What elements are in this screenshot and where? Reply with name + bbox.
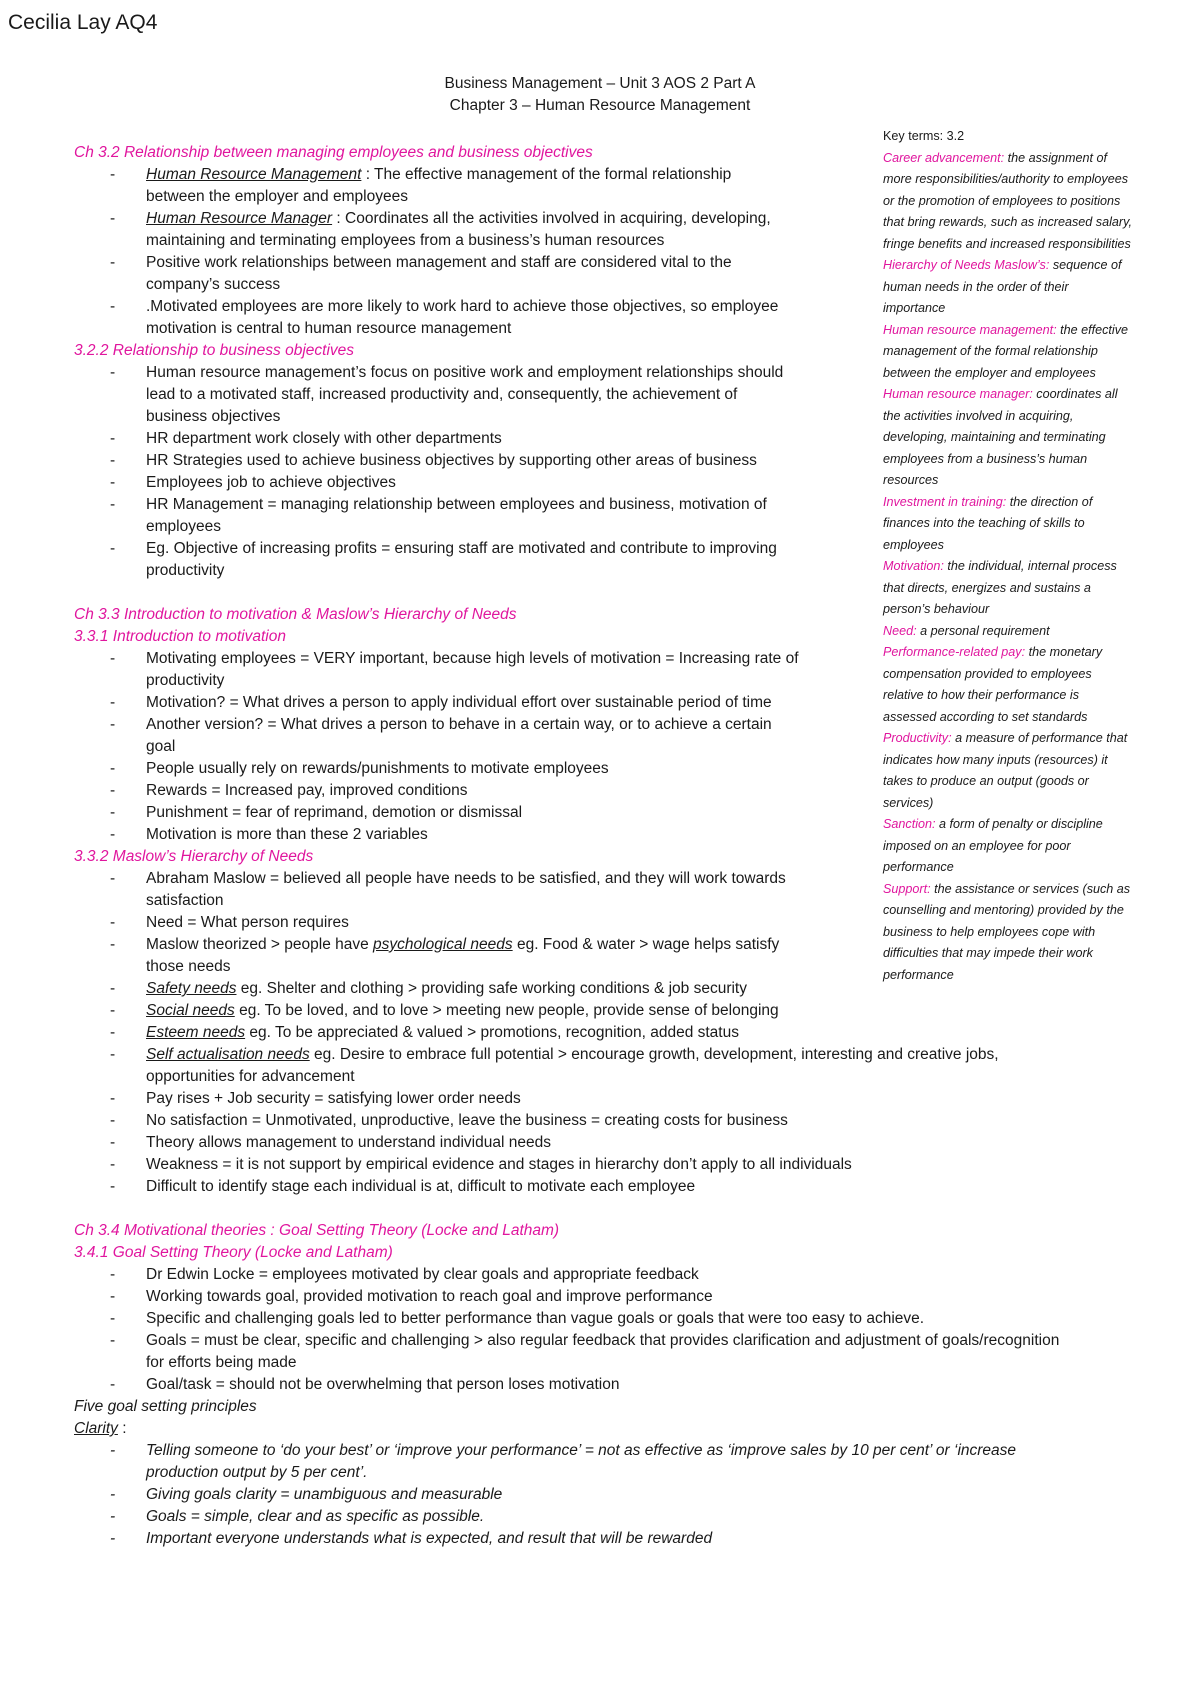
bullet-dash: -	[110, 1046, 116, 1063]
bullet-item: - Human Resource Manager : Coordinates all the activities involved in acquiring, developing,	[110, 210, 771, 227]
key-terms-sidebar	[883, 126, 1188, 986]
underlined-term: Safety needs	[146, 980, 237, 997]
text-line: employees	[146, 518, 221, 535]
key-term: Sanction:	[883, 817, 936, 831]
bullet-dash: -	[110, 1376, 116, 1393]
key-term: Human resource management:	[883, 322, 1057, 337]
bullet-dash: -	[110, 540, 116, 557]
bullet-dash: -	[110, 254, 116, 271]
subsection-heading: 3.2.2 Relationship to business objectives	[74, 342, 355, 359]
key-term: Career advancement:	[883, 150, 1005, 165]
text-line: lead to a motivated staff, increased productivity and, consequently, the achievement of	[146, 386, 738, 403]
key-term-line: indicates how many inputs (resources) it	[883, 752, 1108, 767]
bullet-item: - Punishment = fear of reprimand, demotion or dismissal	[110, 804, 523, 821]
key-term: Need:	[883, 623, 917, 638]
key-term-line: Need: a personal requirement	[883, 623, 1050, 638]
key-term-line: business to help employees cope with	[883, 924, 1096, 939]
bullet-item: - HR department work closely with other departments	[110, 430, 502, 447]
bullet-dash: -	[110, 1508, 116, 1525]
key-term-line: human needs in the order of their	[883, 279, 1069, 294]
bullet-item: - Goals = simple, clear and as specific as possible.	[110, 1508, 485, 1525]
subsection-heading: 3.3.2 Maslow’s Hierarchy of Needs	[74, 848, 314, 865]
underlined-term: Human Resource Management	[146, 166, 362, 183]
key-term-line: Hierarchy of Needs Maslow’s: sequence of	[883, 258, 1122, 272]
bullet-dash: -	[110, 1178, 116, 1195]
bullet-item: - Need = What person requires	[110, 914, 349, 931]
underlined-term: Human Resource Manager	[146, 210, 333, 227]
bullet-item: - Weakness = it is not support by empirical evidence and stages in hierarchy don’t apply to all individuals	[110, 1156, 852, 1173]
text-line: those needs	[146, 958, 231, 975]
bullet-dash: -	[110, 694, 116, 711]
key-term-line: Investment in training: the direction of	[883, 494, 1093, 509]
underlined-term: Esteem needs	[146, 1024, 246, 1041]
key-term-line: Sanction: a form of penalty or discipline	[883, 817, 1103, 831]
page-subtitle: Chapter 3 – Human Resource Management	[449, 97, 751, 114]
text-line: goal	[146, 738, 176, 755]
bullet-item: - Pay rises + Job security = satisfying lower order needs	[110, 1090, 521, 1107]
bullet-item: - Motivating employees = VERY important, because high levels of motivation = Increasing rate of	[110, 650, 799, 667]
key-term-line: counselling and mentoring) provided by the	[883, 903, 1124, 917]
key-term-line: imposed on an employee for poor	[883, 838, 1071, 853]
bullet-item: - Social needs eg. To be loved, and to love > meeting new people, provide sense of belonging	[110, 1002, 779, 1019]
bullet-item: - Safety needs eg. Shelter and clothing > providing safe working conditions & job security	[110, 980, 747, 997]
bullet-dash: -	[110, 716, 116, 733]
bullet-dash: -	[110, 1002, 116, 1019]
bullet-item: - HR Management = managing relationship between employees and business, motivation of	[110, 496, 767, 513]
bullet-dash: -	[110, 364, 116, 381]
key-term-line: Productivity: a measure of performance that	[883, 731, 1128, 745]
bullet-dash: -	[110, 1310, 116, 1327]
bullet-item: - Dr Edwin Locke = employees motivated by clear goals and appropriate feedback	[110, 1266, 699, 1283]
bullet-dash: -	[110, 1112, 116, 1129]
bullet-item: - People usually rely on rewards/punishments to motivate employees	[110, 760, 609, 777]
key-term-line: relative to how their performance is	[883, 688, 1079, 702]
bullet-item: - Rewards = Increased pay, improved conditions	[110, 782, 468, 799]
key-term-line: services)	[883, 795, 934, 810]
key-term-line: importance	[883, 301, 946, 315]
key-term-line: takes to produce an output (goods or	[883, 774, 1089, 788]
bullet-dash: -	[110, 1332, 116, 1349]
key-term-line: between the employer and employees	[883, 365, 1096, 380]
bullet-item: - Difficult to identify stage each individual is at, difficult to motivate each employee	[110, 1178, 696, 1195]
bullet-item: - Maslow theorized > people have psychological needs eg. Food & water > wage helps satisfy	[110, 936, 780, 953]
bullet-dash: -	[110, 1486, 116, 1503]
bullet-dash: -	[110, 1266, 116, 1283]
underlined-term: psychological needs	[373, 936, 513, 953]
key-term-line: difficulties that may impede their work	[883, 946, 1093, 960]
key-term-line: Career advancement: the assignment of	[883, 150, 1108, 165]
key-term: Performance-related pay:	[883, 645, 1026, 659]
bullet-dash: -	[110, 826, 116, 843]
bullet-item: - Another version? = What drives a person to behave in a certain way, or to achieve a certain	[110, 716, 772, 733]
bullet-item: - Motivation is more than these 2 variables	[110, 826, 428, 843]
key-term-line: Support: the assistance or services (such as	[883, 881, 1131, 896]
key-term-line: compensation provided to employees	[883, 666, 1092, 681]
key-term-line: Human resource manager: coordinates all	[883, 387, 1118, 401]
bullet-item: - Human Resource Management : The effective management of the formal relationship	[110, 166, 732, 183]
bullet-item: - Self actualisation needs eg. Desire to embrace full potential > encourage growth, development, interesting and creative jobs,	[110, 1046, 999, 1063]
bullet-dash: -	[110, 1530, 116, 1547]
text-line: maintaining and terminating employees from a business’s human resources	[146, 232, 665, 249]
bullet-dash: -	[110, 496, 116, 513]
bullet-dash: -	[110, 298, 116, 315]
key-term: Productivity:	[883, 731, 952, 745]
bullet-dash: -	[110, 650, 116, 667]
text-line: productivity	[146, 672, 225, 689]
bullet-dash: -	[110, 452, 116, 469]
bullet-dash: -	[110, 782, 116, 799]
key-term-line: the activities involved in acquiring,	[883, 408, 1074, 423]
text-line: production output by 5 per cent’.	[146, 1464, 368, 1481]
bullet-dash: -	[110, 430, 116, 447]
bullet-item: - Telling someone to ‘do your best’ or ‘improve your performance’ = not as effective as ‘improve sales by 10 per cent’ or ‘increase	[110, 1442, 1017, 1459]
bullet-item: - Esteem needs eg. To be appreciated & valued > promotions, recognition, added status	[110, 1024, 739, 1041]
key-term-line: person’s behaviour	[883, 602, 990, 616]
bullet-item: - Goal/task = should not be overwhelming that person loses motivation	[110, 1376, 620, 1393]
page-title: Business Management – Unit 3 AOS 2 Part A	[444, 75, 756, 92]
key-term-line: resources	[883, 473, 939, 487]
key-term-line: developing, maintaining and terminating	[883, 430, 1106, 444]
bullet-item: - HR Strategies used to achieve business objectives by supporting other areas of business	[110, 452, 757, 469]
subsection-heading: 3.4.1 Goal Setting Theory (Locke and Latham)	[74, 1244, 393, 1261]
underlined-term: Social needs	[146, 1002, 235, 1019]
underlined-term: Self actualisation needs	[146, 1046, 310, 1063]
bullet-dash: -	[110, 760, 116, 777]
bullet-item: - Theory allows management to understand individual needs	[110, 1134, 551, 1151]
key-term: Motivation:	[883, 559, 944, 573]
bullet-dash: -	[110, 870, 116, 887]
key-term: Investment in training:	[883, 494, 1007, 509]
key-term-line: more responsibilities/authority to employees	[883, 172, 1128, 186]
bullet-item: - Important everyone understands what is expected, and result that will be rewarded	[110, 1530, 713, 1547]
text-line: company’s success	[146, 276, 281, 293]
bullet-item: - Working towards goal, provided motivation to reach goal and improve performance	[110, 1288, 713, 1305]
bullet-dash: -	[110, 1442, 116, 1459]
bullet-dash: -	[110, 804, 116, 821]
bullet-item: - Employees job to achieve objectives	[110, 474, 396, 491]
key-term-line: Performance-related pay: the monetary	[883, 645, 1103, 659]
bullet-item: - .Motivated employees are more likely to work hard to achieve those objectives, so employee	[110, 298, 779, 315]
bullet-dash: -	[110, 1156, 116, 1173]
key-term-line: or the promotion of employees to positions	[883, 193, 1121, 208]
key-term-line: Human resource management: the effective	[883, 322, 1129, 337]
subsection-heading: 3.3.1 Introduction to motivation	[74, 628, 286, 645]
key-term: Support:	[883, 881, 931, 896]
key-terms-heading: Key terms: 3.2	[883, 129, 965, 143]
key-term-line: management of the formal relationship	[883, 344, 1098, 358]
underlined-term: Clarity	[74, 1420, 118, 1437]
bullet-item: - Abraham Maslow = believed all people have needs to be satisfied, and they will work towards	[110, 870, 786, 887]
bullet-dash: -	[110, 980, 116, 997]
text-line: satisfaction	[146, 892, 224, 909]
bullet-dash: -	[110, 1024, 116, 1041]
text-line: productivity	[146, 562, 225, 579]
key-term-line: performance	[883, 860, 954, 874]
section-heading: Ch 3.2 Relationship between managing employees and business objectives	[74, 144, 593, 161]
text-line: between the employer and employees	[146, 188, 408, 205]
key-term-line: that directs, energizes and sustains a	[883, 580, 1091, 595]
bullet-dash: -	[110, 1090, 116, 1107]
key-term-line: Motivation: the individual, internal process	[883, 559, 1117, 573]
bullet-item: - Positive work relationships between management and staff are considered vital to the	[110, 254, 732, 271]
bullet-dash: -	[110, 914, 116, 931]
key-term-line: employees	[883, 537, 944, 552]
text-line: motivation is central to human resource management	[146, 320, 512, 337]
bullet-dash: -	[110, 936, 116, 953]
bullet-item: - Specific and challenging goals led to better performance than vague goals or goals that were too easy to achieve.	[110, 1310, 925, 1327]
bullet-item: - Motivation? = What drives a person to apply individual effort over sustainable period of time	[110, 694, 772, 711]
section-heading: Ch 3.3 Introduction to motivation & Maslow’s Hierarchy of Needs	[74, 606, 517, 623]
key-term-line: assessed according to set standards	[883, 709, 1088, 724]
bullet-item: - Goals = must be clear, specific and challenging > also regular feedback that provides clarification and adjustment of goals/recognition	[110, 1332, 1060, 1349]
key-term-line: fringe benefits and increased responsibilities	[883, 236, 1131, 251]
text-line: business objectives	[146, 408, 281, 425]
bullet-item: - No satisfaction = Unmotivated, unproductive, leave the business = creating costs for business	[110, 1112, 788, 1129]
bullet-dash: -	[110, 210, 116, 227]
key-terms-list	[883, 148, 1188, 987]
bullet-item: - Giving goals clarity = unambiguous and measurable	[110, 1486, 503, 1503]
key-term: Human resource manager:	[883, 387, 1033, 401]
text-line: Clarity :	[74, 1420, 127, 1437]
bullet-item: - Human resource management’s focus on positive work and employment relationships should	[110, 364, 784, 381]
key-term-line: performance	[883, 967, 954, 982]
text-line: for efforts being made	[146, 1354, 297, 1371]
bullet-dash: -	[110, 166, 116, 183]
text-line: opportunities for advancement	[146, 1068, 355, 1085]
key-term-line: employees from a business’s human	[883, 451, 1088, 466]
key-term-line: that bring rewards, such as increased salary,	[883, 215, 1132, 229]
bullet-dash: -	[110, 1134, 116, 1151]
key-term-line: finances into the teaching of skills to	[883, 516, 1085, 530]
bullet-dash: -	[110, 474, 116, 491]
key-term: Hierarchy of Needs Maslow’s:	[883, 258, 1050, 272]
bullet-item: - Eg. Objective of increasing profits = ensuring staff are motivated and contribute to improving	[110, 540, 777, 557]
section-heading: Ch 3.4 Motivational theories : Goal Setting Theory (Locke and Latham)	[74, 1222, 560, 1239]
author-header: Cecilia Lay AQ4	[8, 11, 158, 34]
bullet-dash: -	[110, 1288, 116, 1305]
text-line: Five goal setting principles	[74, 1398, 257, 1415]
